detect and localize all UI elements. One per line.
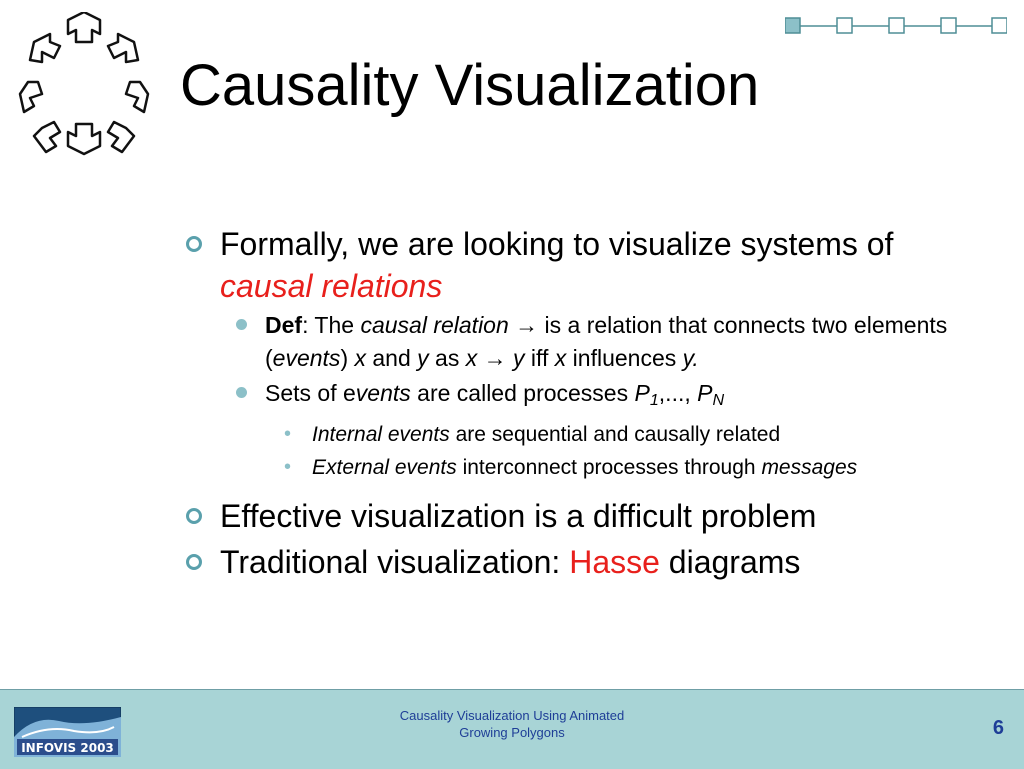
var-y: y	[417, 345, 429, 371]
slide-footer	[0, 689, 1024, 769]
sets-text: are called processes	[410, 380, 635, 406]
bullet-internal-events	[180, 419, 960, 450]
bullet-effective-visualization	[180, 495, 960, 537]
process-subscript: 1	[649, 391, 659, 410]
def-text: : The	[302, 312, 361, 338]
sets-text: Sets of e	[265, 380, 356, 406]
footer-title-line-2: Growing Polygons	[459, 725, 565, 740]
progress-square-4	[941, 18, 956, 33]
def-term: events	[272, 345, 341, 371]
var-y: y	[513, 345, 525, 371]
bullet-text: Formally, we are looking to visualize systems of	[220, 226, 894, 262]
slide-title: Causality Visualization	[180, 53, 760, 118]
small-dot-bullet-icon: •	[284, 456, 292, 479]
ring-bullet-icon	[186, 508, 202, 524]
var-y: y.	[682, 345, 699, 371]
external-term: External events	[312, 456, 457, 480]
process-subscript: N	[712, 391, 725, 410]
bullet-text: Effective visualization is a difficult problem	[220, 498, 817, 535]
dot-bullet-icon	[236, 319, 247, 330]
infovis-logo-icon	[14, 707, 121, 757]
internal-text: are sequential and causally related	[449, 423, 781, 447]
progress-square-5	[992, 18, 1007, 33]
bullet-text: Traditional visualization:	[220, 544, 570, 581]
def-label: Def	[265, 312, 303, 338]
var-x: x	[465, 345, 478, 371]
progress-square-2	[837, 18, 852, 33]
hexagon-logo-icon	[14, 12, 154, 168]
bullet-text: diagrams	[659, 544, 801, 581]
small-dot-bullet-icon: •	[284, 423, 292, 446]
dot-bullet-icon	[236, 387, 247, 398]
infovis-logo-text: INFOVIS 2003	[21, 741, 114, 755]
def-text: )	[340, 345, 355, 371]
progress-square-3	[889, 18, 904, 33]
arrow-glyph: →	[508, 312, 545, 338]
def-text: as	[428, 345, 466, 371]
highlight-causal-relations: causal relations	[220, 268, 443, 304]
bullet-traditional-visualization	[180, 541, 960, 583]
bullet-definition	[180, 309, 960, 375]
var-x: x	[354, 345, 366, 371]
progress-square-1	[785, 18, 800, 33]
external-text: interconnect processes through	[456, 456, 762, 480]
footer-title-line-1: Causality Visualization Using Animated	[399, 708, 625, 723]
def-term: causal relation	[360, 312, 509, 338]
arrow-glyph: →	[477, 345, 514, 371]
slide-progress-indicator	[785, 16, 1007, 36]
internal-term: Internal events	[312, 423, 450, 447]
def-text: is a relation that connects two elements (	[265, 312, 948, 371]
def-text: influences	[566, 345, 683, 371]
ring-bullet-icon	[186, 554, 202, 570]
highlight-hasse: Hasse	[569, 544, 660, 581]
footer-title	[362, 707, 662, 741]
sets-term: vents	[355, 380, 411, 406]
sets-text: ,...,	[658, 380, 698, 406]
process-var: P	[697, 380, 713, 406]
slide-content	[180, 223, 960, 583]
bullet-external-events	[180, 452, 960, 483]
def-text: and	[366, 345, 418, 371]
var-x: x	[554, 345, 567, 371]
messages-term: messages	[761, 456, 858, 480]
def-text: iff	[524, 345, 555, 371]
process-var: P	[634, 380, 650, 406]
bullet-formally	[180, 223, 960, 307]
page-number: 6	[992, 717, 1004, 739]
bullet-sets-of-events	[180, 377, 960, 417]
ring-bullet-icon	[186, 236, 202, 252]
